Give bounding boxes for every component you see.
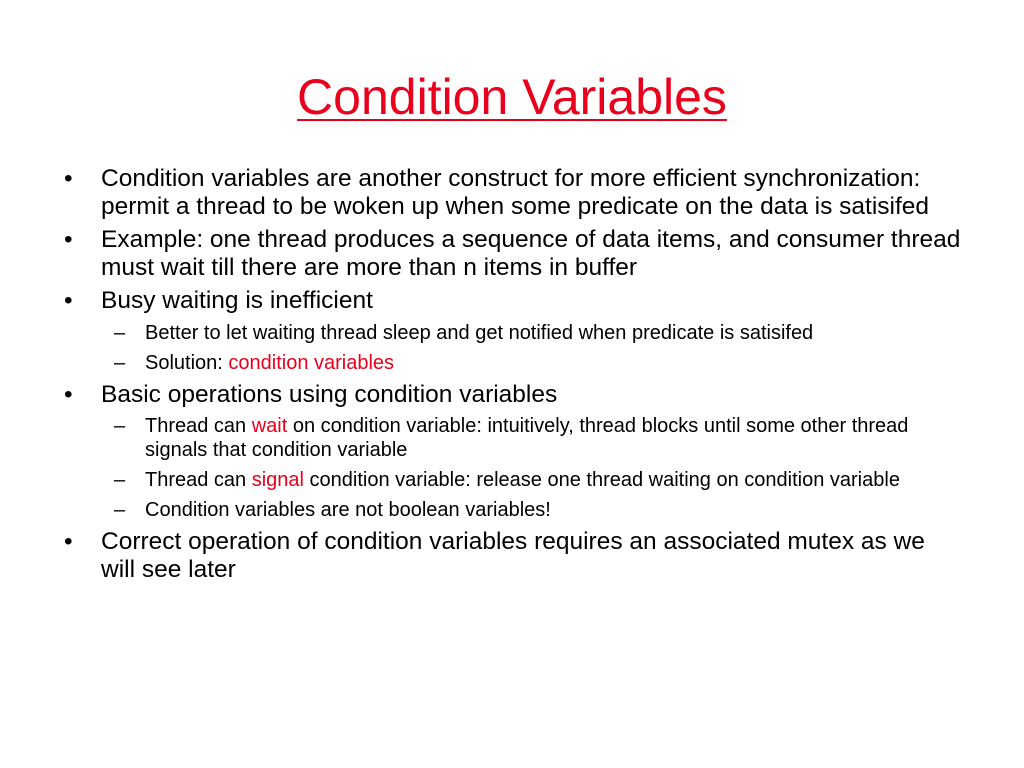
bullet-marker: • <box>64 226 73 253</box>
sub-bullet-prefix: Thread can <box>145 469 252 491</box>
dash-marker: – <box>114 415 126 437</box>
dash-marker: – <box>114 499 126 521</box>
sub-bullet-suffix: condition variable: release one thread waiting on condition variable <box>304 469 900 491</box>
bullet-text: Basic operations using condition variables <box>101 380 558 408</box>
highlight-term: signal <box>251 469 304 491</box>
slide-body <box>64 165 964 589</box>
sub-bullet-item <box>64 321 964 345</box>
bullet-text: Condition variables are another construct for more efficient synchronization: permit a thread to be woken up when some predicate on the data is satisifed <box>101 165 930 220</box>
bullet-marker: • <box>64 287 73 314</box>
sub-bullet-text: Better to let waiting thread sleep and get notified when predicate is satisifed <box>145 321 814 344</box>
sub-bullet-prefix: Thread can <box>145 415 252 437</box>
bullet-text: Correct operation of condition variables requires an associated mutex as we will see later <box>101 528 925 583</box>
sub-bullet-item <box>64 351 964 375</box>
bullet-item <box>64 226 964 281</box>
sub-bullet-prefix: Solution: <box>145 351 229 374</box>
bullet-marker: • <box>64 380 73 408</box>
sub-bullet-item <box>64 468 964 492</box>
highlight-term: wait <box>251 415 288 437</box>
bullet-item <box>64 528 964 583</box>
bullet-item <box>64 381 964 409</box>
dash-marker: – <box>114 321 126 344</box>
dash-marker: – <box>114 469 126 491</box>
bullet-text: Busy waiting is inefficient <box>101 287 373 314</box>
bullet-text: Example: one thread produces a sequence of data items, and consumer thread must wait till there are more than n items in buffer <box>101 226 961 281</box>
bullet-item <box>64 287 964 315</box>
sub-bullet-text: Condition variables are not boolean variables! <box>145 499 551 521</box>
sub-bullet-item <box>64 414 964 462</box>
bullet-marker: • <box>64 165 73 192</box>
highlight-term: condition variables <box>228 351 395 374</box>
dash-marker: – <box>114 351 126 374</box>
sub-bullet-item <box>64 498 964 522</box>
slide-title: Condition Variables <box>297 69 727 125</box>
bullet-marker: • <box>64 528 73 555</box>
bullet-item <box>64 165 964 220</box>
sub-bullet-suffix: on condition variable: intuitively, thread blocks until some other thread signals that condition variable <box>145 415 909 461</box>
